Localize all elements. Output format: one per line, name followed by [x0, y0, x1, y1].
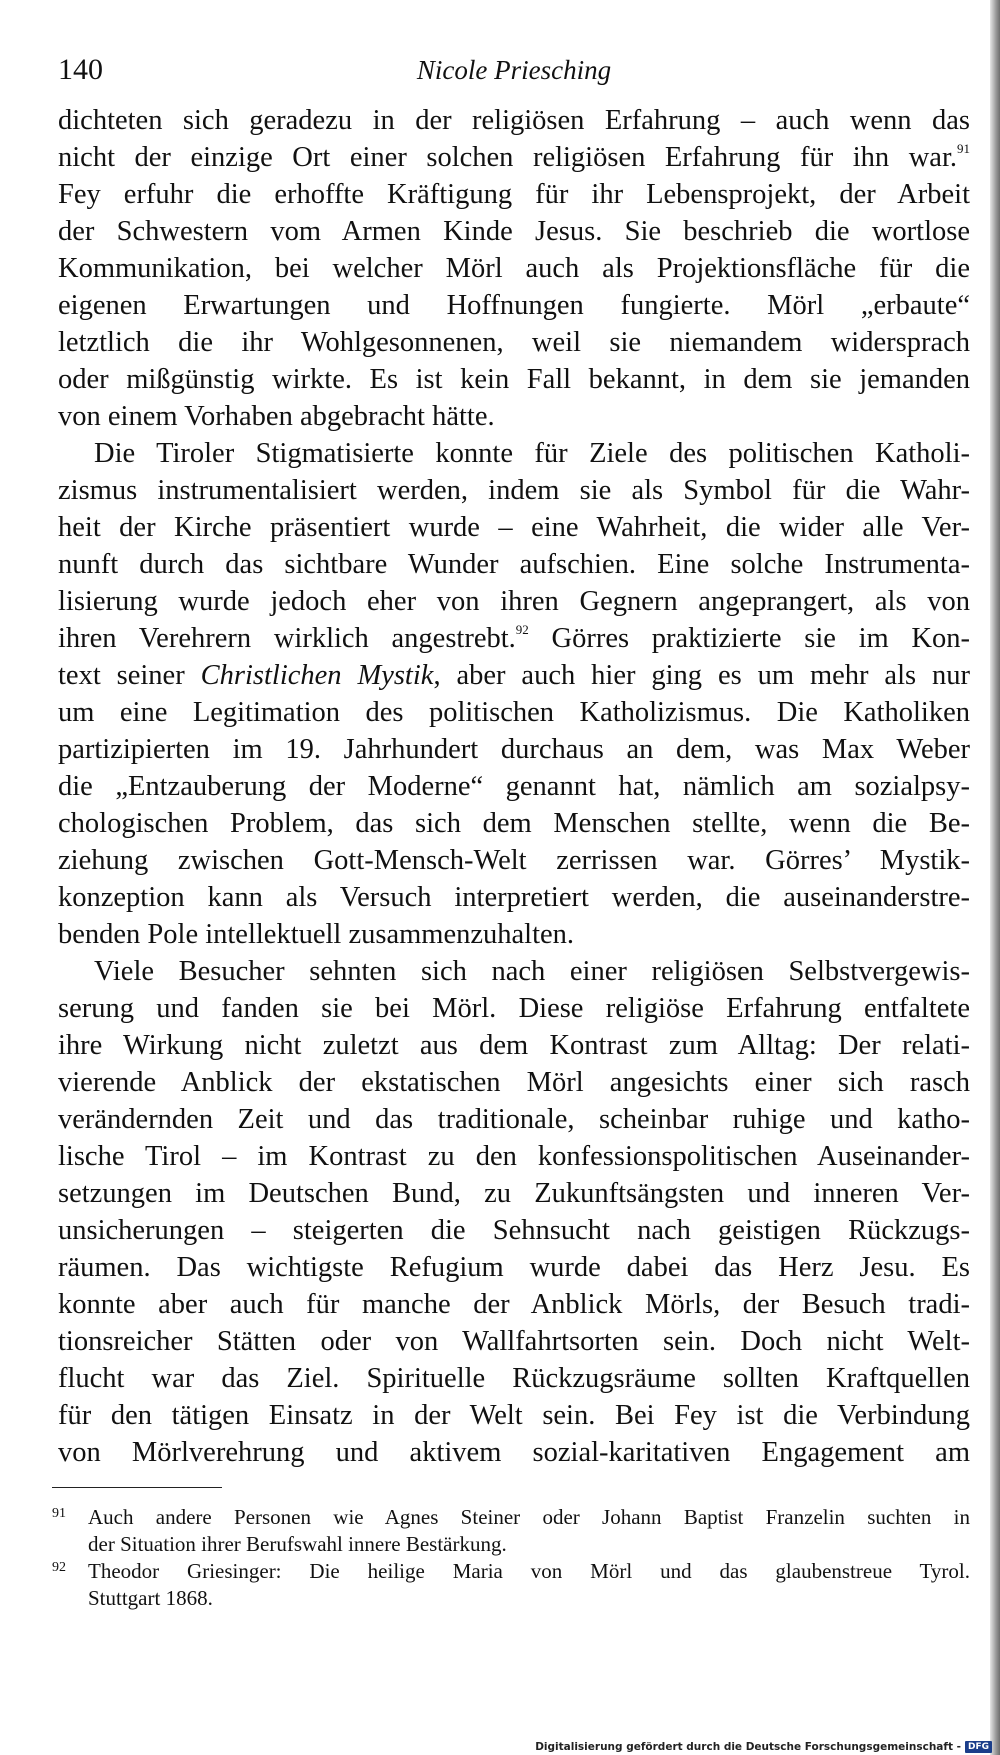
text-line: ihre Wirkung nicht zuletzt aus dem Kontrast zum Alltag: Der relati- — [58, 1030, 970, 1061]
text-line: Viele Besucher sehnten sich nach einer religiösen Selbstvergewis- — [94, 956, 970, 987]
text-line: eigenen Erwartungen und Hoffnungen fungierte. Mörl „erbaute“ — [58, 290, 970, 321]
footnotes — [52, 1504, 970, 1612]
text-line: räumen. Das wichtigste Refugium wurde dabei das Herz Jesu. Es — [58, 1252, 970, 1283]
scan-page-edge — [990, 0, 1000, 1755]
text-line: zismus instrumentalisiert werden, indem sie als Symbol für die Wahr- — [58, 475, 970, 506]
text-line: konzeption kann als Versuch interpretiert werden, die auseinanderstre- — [58, 882, 970, 913]
body-text — [58, 102, 970, 1471]
text-line: von Mörlverehrung und aktivem sozial-karitativen Engagement am — [58, 1437, 970, 1468]
text-line: unsicherungen – steigerten die Sehnsucht nach geistigen Rückzugs- — [58, 1215, 970, 1246]
text-line: dichteten sich geradezu in der religiösen Erfahrung – auch wenn das — [58, 105, 970, 136]
text-line: verändernden Zeit und das traditionale, scheinbar ruhige und katho- — [58, 1104, 970, 1135]
paragraph-1 — [58, 102, 970, 435]
footnote-92 — [52, 1558, 970, 1612]
text-line: lisierung wurde jedoch eher von ihren Gegnern angeprangert, als von — [58, 586, 970, 617]
text-line: ziehung zwischen Gott-Mensch-Welt zerrissen war. Görres’ Mystik- — [58, 845, 970, 876]
text-line — [58, 139, 970, 176]
text-line: setzungen im Deutschen Bund, zu Zukunftsängsten und inneren Ver- — [58, 1178, 970, 1209]
book-title: Christlichen Mystik — [200, 660, 434, 691]
text-span: nicht der einzige Ort einer solchen religiösen Erfahrung für ihn war. — [58, 142, 957, 173]
paragraph-3 — [58, 953, 970, 1471]
page-header — [58, 50, 970, 90]
text-line: vierende Anblick der ekstatischen Mörl angesichts einer sich rasch — [58, 1067, 970, 1098]
footnote-line: der Situation ihrer Berufswahl innere Bestärkung. — [88, 1532, 507, 1556]
text-line: oder mißgünstig wirkte. Es ist kein Fall bekannt, in dem sie jemanden — [58, 364, 970, 395]
text-line: lische Tirol – im Kontrast zu den konfessionspolitischen Auseinander- — [58, 1141, 970, 1172]
footnote-line: Theodor Griesinger: Die heilige Maria von Mörl und das glaubenstreue Tyrol. — [88, 1559, 970, 1583]
text-line: konnte aber auch für manche der Anblick Mörls, der Besuch tradi- — [58, 1289, 970, 1320]
paragraph-2 — [58, 435, 970, 953]
footnote-ref-92[interactable]: 92 — [515, 622, 529, 637]
text-line: flucht war das Ziel. Spirituelle Rückzugsräume sollten Kraftquellen — [58, 1363, 970, 1394]
footnote-number: 92 — [52, 1560, 66, 1575]
text-line — [58, 657, 970, 694]
footnote-number: 91 — [52, 1506, 66, 1521]
dfg-logo: DFG — [965, 1741, 992, 1753]
footnote-91 — [52, 1504, 970, 1558]
text-span: Görres praktizierte sie im Kon- — [528, 623, 971, 654]
text-line: tionsreicher Stätten oder von Wallfahrtsorten sein. Doch nicht Welt- — [58, 1326, 970, 1357]
text-span: text seiner — [58, 660, 201, 691]
digitization-credit — [535, 1741, 992, 1753]
running-head-author: Nicole Priesching — [416, 55, 612, 85]
text-line: der Schwestern vom Armen Kinde Jesus. Sie beschrieb die wortlose — [58, 216, 970, 247]
text-line: um eine Legitimation des politischen Katholizismus. Die Katholiken — [58, 697, 970, 728]
text-line: partizipierten im 19. Jahrhundert durchaus an dem, was Max Weber — [58, 734, 970, 765]
text-span: ihren Verehrern wirklich angestrebt. — [58, 623, 516, 654]
text-line: für den tätigen Einsatz in der Welt sein. Bei Fey ist die Verbindung — [58, 1400, 970, 1431]
text-line — [58, 620, 970, 657]
text-line: serung und fanden sie bei Mörl. Diese religiöse Erfahrung entfaltete — [58, 993, 970, 1024]
footnote-separator — [52, 1487, 222, 1488]
page-number: 140 — [58, 53, 103, 86]
text-span: , aber auch hier ging es um mehr als nur — [433, 660, 970, 691]
text-line: Fey erfuhr die erhoffte Kräftigung für ihr Lebensprojekt, der Arbeit — [58, 179, 970, 210]
text-line: heit der Kirche präsentiert wurde – eine Wahrheit, die wider alle Ver- — [58, 512, 970, 543]
text-line: letztlich die ihr Wohlgesonnenen, weil sie niemandem widersprach — [58, 327, 970, 358]
text-line: von einem Vorhaben abgebracht hätte. — [58, 401, 495, 432]
text-line: chologischen Problem, das sich dem Menschen stellte, wenn die Be- — [58, 808, 970, 839]
text-line: benden Pole intellektuell zusammenzuhalten. — [58, 919, 575, 950]
footnote-line: Auch andere Personen wie Agnes Steiner oder Johann Baptist Franzelin suchten in — [88, 1505, 970, 1529]
text-line: die „Entzauberung der Moderne“ genannt hat, nämlich am sozialpsy- — [58, 771, 970, 802]
footnote-ref-91[interactable]: 91 — [957, 141, 970, 156]
text-line: Die Tiroler Stigmatisierte konnte für Ziele des politischen Katholi- — [94, 438, 970, 469]
credit-text: Digitalisierung gefördert durch die Deutsche Forschungsgemeinschaft - — [535, 1741, 961, 1753]
text-line: Kommunikation, bei welcher Mörl auch als Projektionsfläche für die — [58, 253, 970, 284]
text-line: nunft durch das sichtbare Wunder aufschien. Eine solche Instrumenta- — [58, 549, 970, 580]
footnote-line: Stuttgart 1868. — [88, 1586, 213, 1610]
